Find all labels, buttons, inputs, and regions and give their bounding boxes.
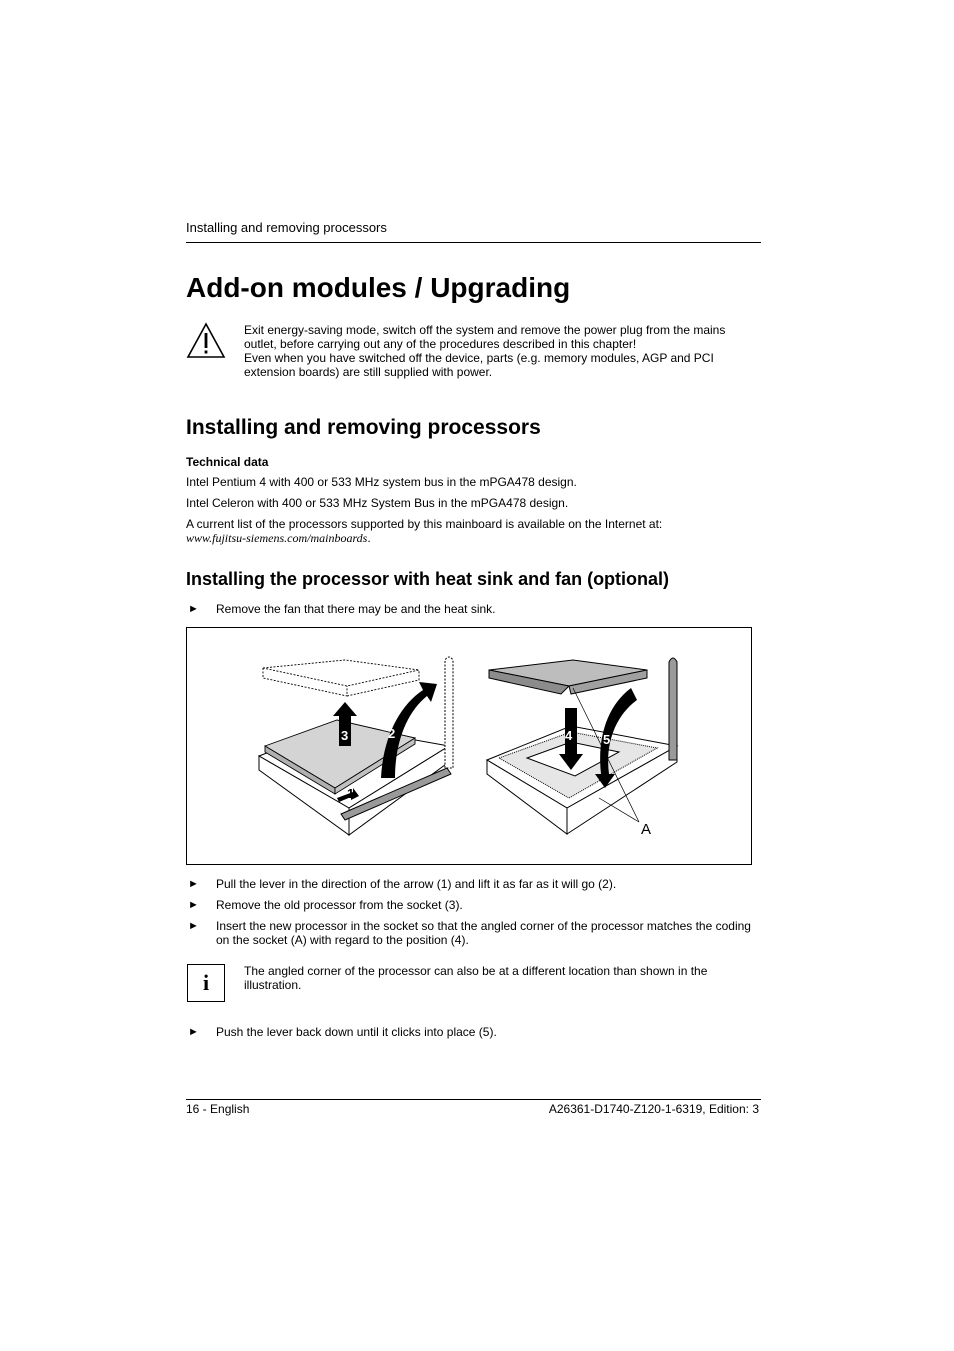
step-push-lever: [188, 1025, 761, 1041]
processor-illustration: [187, 628, 751, 864]
step-text: Remove the fan that there may be and the heat sink.: [216, 602, 496, 616]
header-rule: [186, 242, 761, 243]
step-text: Remove the old processor from the socket (3).: [216, 898, 463, 912]
step-text: Pull the lever in the direction of the arrow (1) and lift it as far as it will go (2).: [216, 877, 617, 891]
url-period: .: [367, 531, 371, 545]
right-lever: [669, 658, 677, 760]
processor-installation-figure: [186, 627, 752, 865]
paragraph-celeron: Intel Celeron with 400 or 533 MHz System Bus in the mPGA478 design.: [186, 496, 569, 510]
step-text: Insert the new processor in the socket so that the angled corner of the processor matches the coding on the socket (A) with regard to the position (4).: [216, 919, 751, 947]
page-title: Add-on modules / Upgrading: [186, 272, 571, 303]
paragraph-pentium: Intel Pentium 4 with 400 or 533 MHz system bus in the mPGA478 design.: [186, 475, 577, 489]
bullet-arrow-icon: ►: [188, 920, 199, 932]
step-insert-new-processor: [188, 919, 761, 951]
processor-list-text: A current list of the processors supported by this mainboard is available on the Internet at:: [186, 517, 663, 531]
figure-label-A: A: [641, 821, 652, 838]
section-title: Installing and removing processors: [186, 416, 541, 439]
warning-text: [244, 323, 759, 379]
figure-label-5: 5: [603, 732, 611, 747]
bullet-arrow-icon: ►: [188, 878, 199, 890]
bullet-arrow-icon: ►: [188, 1026, 199, 1038]
figure-label-4: 4: [565, 728, 573, 743]
info-text: The angled corner of the processor can also be at a different location than shown in the illustration.: [244, 964, 708, 992]
figure-label-2: 2: [388, 726, 396, 741]
bullet-arrow-icon: ►: [188, 603, 199, 615]
warning-triangle-icon: [186, 322, 226, 360]
technical-data-heading: Technical data: [186, 455, 269, 469]
figure-label-3: 3: [341, 728, 349, 743]
info-icon: i: [187, 964, 225, 1002]
step-text: Push the lever back down until it clicks into place (5).: [216, 1025, 497, 1039]
step-remove-old-processor: [188, 898, 761, 914]
old-processor-lifted: [263, 660, 419, 696]
new-processor-above: [489, 660, 647, 694]
running-head: Installing and removing processors: [186, 220, 387, 235]
subsection-title: Installing the processor with heat sink and fan (optional): [186, 569, 670, 589]
figure-label-1: 1: [347, 786, 355, 801]
right-socket: [487, 726, 677, 834]
warning-line-2: Even when you have switched off the device, parts (e.g. memory modules, AGP and PCI extension boards) are still supplied with power.: [244, 351, 714, 379]
step-pull-lever: [188, 877, 761, 893]
bullet-arrow-icon: ►: [188, 899, 199, 911]
step-remove-fan: [188, 602, 761, 618]
warning-line-1: Exit energy-saving mode, switch off the system and remove the power plug from the mains outlet, before carrying out any of the procedures described in this chapter!: [244, 323, 726, 351]
paragraph-processor-list: [186, 517, 761, 545]
footer-page-number: 16 - English: [186, 1102, 250, 1116]
mainboards-link[interactable]: www.fujitsu-siemens.com/mainboards: [186, 531, 368, 545]
footer-rule: [186, 1099, 761, 1100]
footer-document-id: A26361-D1740-Z120-1-6319, Edition: 3: [548, 1102, 759, 1116]
